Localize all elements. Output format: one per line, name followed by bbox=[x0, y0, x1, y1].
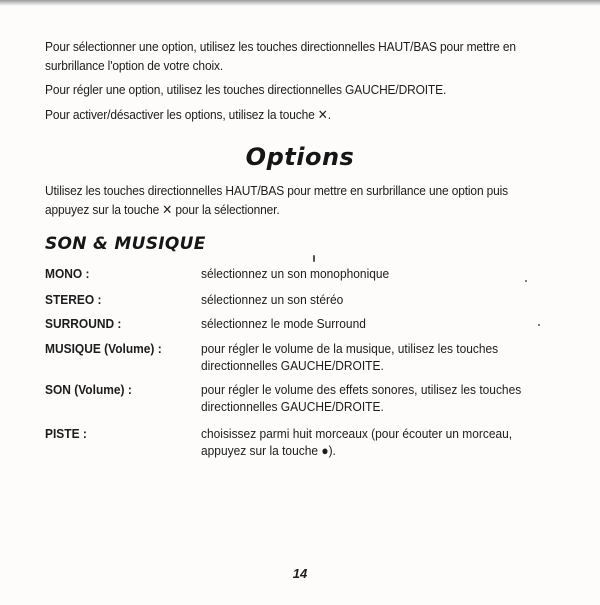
option-label: MONO : bbox=[45, 266, 90, 281]
son-musique-heading: SON & MUSIQUE bbox=[45, 234, 206, 254]
intro-paragraph-select: Pour sélectionner une option, utilisez les touches directionnelles HAUT/BAS pour mettre en surbrillance l'option de votre choix. bbox=[45, 39, 516, 73]
option-description: sélectionnez un son monophonique bbox=[201, 266, 390, 281]
options-title: Options bbox=[245, 143, 355, 171]
option-label: MUSIQUE (Volume) : bbox=[45, 341, 162, 356]
scan-speck bbox=[525, 280, 527, 282]
intro-paragraph-toggle: Pour activer/désactiver les options, utilisez la touche ✕. bbox=[45, 107, 331, 122]
scan-speck bbox=[313, 255, 315, 262]
option-description: pour régler le volume de la musique, utilisez les touches directionnelles GAUCHE/DROITE. bbox=[201, 341, 499, 373]
page-top-edge bbox=[0, 0, 600, 6]
options-paragraph: Utilisez les touches directionnelles HAUT/BAS pour mettre en surbrillance une option puis appuyez sur la touche ✕ pour la sélectionner. bbox=[45, 183, 509, 217]
option-description: pour régler le volume des effets sonores, utilisez les touches directionnelles GAUCHE/DROITE. bbox=[201, 382, 522, 414]
intro-paragraph-adjust: Pour régler une option, utilisez les touches directionnelles GAUCHE/DROITE. bbox=[45, 82, 447, 97]
option-label: SON (Volume) : bbox=[45, 382, 132, 397]
scan-speck bbox=[538, 324, 540, 326]
option-description: sélectionnez un son stéréo bbox=[201, 292, 344, 307]
option-description: sélectionnez le mode Surround bbox=[201, 316, 366, 331]
option-label: SURROUND : bbox=[45, 316, 122, 331]
option-label: STEREO : bbox=[45, 292, 102, 307]
option-description: choisissez parmi huit morceaux (pour écouter un morceau, appuyez sur la touche ●). bbox=[201, 426, 513, 458]
page-number: 14 bbox=[292, 566, 308, 581]
option-label: PISTE : bbox=[45, 426, 87, 441]
